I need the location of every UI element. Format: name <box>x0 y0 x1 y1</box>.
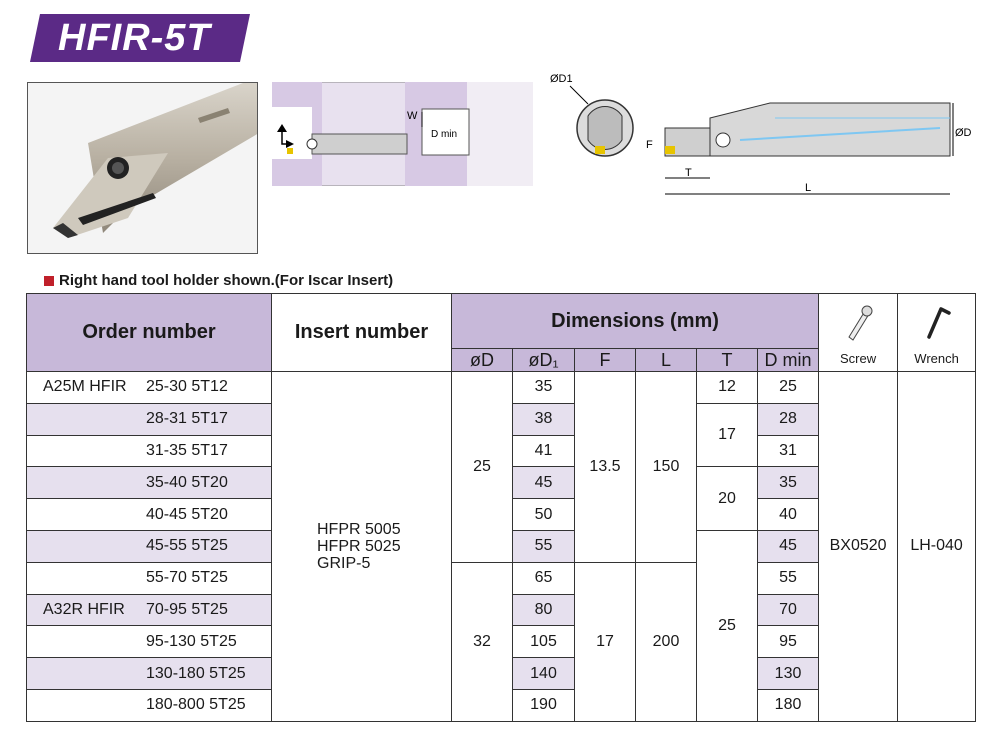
insert-numbers-cell <box>272 372 452 722</box>
cell-screw: BX0520 <box>819 372 898 722</box>
table-row-order: 45-55 5T25 <box>27 530 272 562</box>
table-row-order: 40-45 5T20 <box>27 499 272 531</box>
table-row-order: 130-180 5T25 <box>27 658 272 690</box>
cell-dmin: 95 <box>758 626 819 658</box>
cell-dmin: 55 <box>758 562 819 594</box>
cell-dmin: 28 <box>758 403 819 435</box>
cell-d1: 140 <box>513 658 575 690</box>
table-row-order: 55-70 5T25 <box>27 562 272 594</box>
header-t: T <box>697 349 758 372</box>
table-row-order: 28-31 5T17 <box>27 403 272 435</box>
cell-dmin: 25 <box>758 372 819 404</box>
header-screw <box>819 294 898 372</box>
cell-dmin: 45 <box>758 530 819 562</box>
cell-dmin: 35 <box>758 467 819 499</box>
table-row-order: A32R HFIR 70-95 5T25 <box>27 594 272 626</box>
note-text: Right hand tool holder shown.(For Iscar Insert) <box>59 272 394 289</box>
dim-w-label: W <box>407 110 418 122</box>
header-order-number: Order number <box>27 294 272 372</box>
table-row-order: 31-35 5T17 <box>27 435 272 467</box>
cell-dmin: 31 <box>758 435 819 467</box>
section-note <box>44 272 393 289</box>
cell-d: 25 <box>452 372 513 563</box>
cell-l: 200 <box>636 562 697 721</box>
cell-l: 150 <box>636 372 697 563</box>
screw-label: Screw <box>840 351 877 366</box>
table-row-order: 95-130 5T25 <box>27 626 272 658</box>
cell-t: 20 <box>697 467 758 531</box>
cell-dmin: 180 <box>758 689 819 721</box>
cell-dmin: 130 <box>758 658 819 690</box>
dim-f-label: F <box>646 139 653 151</box>
cell-d: 32 <box>452 562 513 721</box>
technical-drawing <box>540 68 980 203</box>
cell-d1: 65 <box>513 562 575 594</box>
cell-f: 17 <box>575 562 636 721</box>
cell-t: 17 <box>697 403 758 467</box>
header-insert-number: Insert number <box>272 294 452 372</box>
dim-l-label: L <box>805 182 812 194</box>
header-d1: øD₁ <box>513 349 575 372</box>
page-title: HFIR-5T <box>58 17 211 59</box>
spec-table <box>26 293 976 722</box>
dim-d1-label: ØD1 <box>550 73 573 85</box>
cell-d1: 50 <box>513 499 575 531</box>
screw-icon <box>843 303 873 341</box>
header-f: F <box>575 349 636 372</box>
insert-item: GRIP-5 <box>317 554 371 572</box>
header-dimensions: Dimensions (mm) <box>452 294 819 349</box>
hex-wrench-icon <box>921 303 953 341</box>
header-dmin: D min <box>758 349 819 372</box>
product-photo <box>27 82 258 254</box>
note-marker <box>44 276 54 286</box>
cell-dmin: 70 <box>758 594 819 626</box>
cell-t: 12 <box>697 372 758 404</box>
cell-dmin: 40 <box>758 499 819 531</box>
dim-t-label: T <box>685 167 692 179</box>
table-row-order: 35-40 5T20 <box>27 467 272 499</box>
cell-d1: 38 <box>513 403 575 435</box>
cell-d1: 35 <box>513 372 575 404</box>
cell-d1: 190 <box>513 689 575 721</box>
cell-d1: 55 <box>513 530 575 562</box>
cell-t: 25 <box>697 530 758 721</box>
cell-wrench: LH-040 <box>898 372 976 722</box>
cell-d1: 80 <box>513 594 575 626</box>
cell-d1: 105 <box>513 626 575 658</box>
insert-item: HFPR 5005 <box>317 520 401 538</box>
header-l: L <box>636 349 697 372</box>
insert-item: HFPR 5025 <box>317 537 401 555</box>
wrench-label: Wrench <box>914 351 959 366</box>
dim-dmin-label: D min <box>430 129 458 140</box>
table-row-order: 180-800 5T25 <box>27 689 272 721</box>
table-row-order: A25M HFIR 25-30 5T12 <box>27 372 272 404</box>
boring-diagram <box>272 82 533 186</box>
header-d: øD <box>452 349 513 372</box>
dim-d-label: ØD <box>955 127 972 139</box>
cell-d1: 45 <box>513 467 575 499</box>
header-wrench <box>898 294 976 372</box>
cell-d1: 41 <box>513 435 575 467</box>
cell-f: 13.5 <box>575 372 636 563</box>
